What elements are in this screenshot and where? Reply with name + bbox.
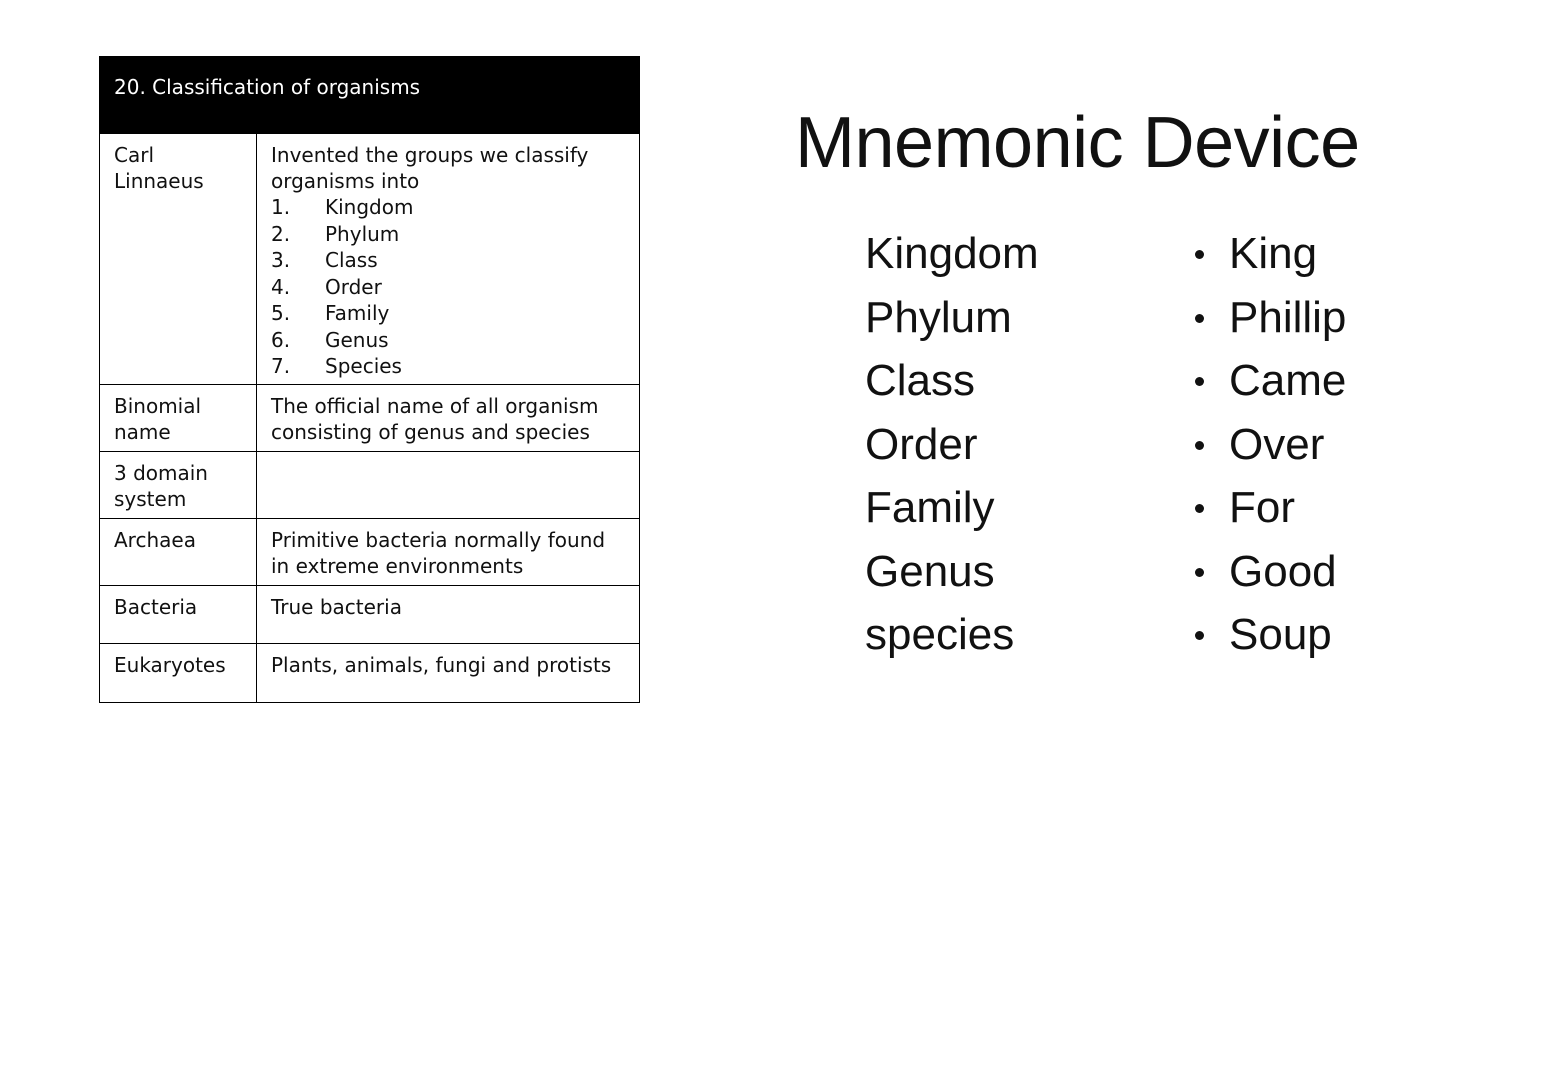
mnemonic-word: Soup [1229,610,1332,659]
bullet-icon [1195,377,1204,386]
bullet-icon [1195,250,1204,259]
mnemonic-title: Mnemonic Device [795,103,1360,183]
list-label: Kingdom [325,195,414,219]
rank-item: Genus [865,546,995,596]
table-row [100,644,640,703]
table-row [100,519,640,586]
mnemonic-word-item [1195,413,1346,477]
list-number: 2. [271,221,291,246]
term-cell: Archaea [100,519,257,586]
table-row [100,586,640,644]
mnemonic-word-item [1195,349,1346,413]
mnemonic-word-list [1195,222,1346,667]
rank-list [865,222,1039,667]
list-item [271,221,625,248]
mnemonic-word-item [1195,476,1346,540]
table-header-row [100,57,640,134]
rank-item: species [865,610,1015,659]
mnemonic-columns [795,222,1515,659]
list-item [271,194,625,221]
list-number: 5. [271,301,291,325]
definition-cell: Primitive bacteria normally found in extreme environments [257,519,640,586]
list-item [271,247,625,274]
mnemonic-word: Over [1229,419,1325,469]
rank-item: Phylum [865,292,1012,342]
bullet-icon [1195,568,1204,577]
classification-table [99,56,640,703]
list-number: 4. [271,274,291,299]
mnemonic-word: Came [1229,356,1347,405]
list-item [271,327,625,354]
rank-item: Family [865,483,995,532]
mnemonic-panel [795,100,1515,659]
list-number: 6. [271,327,291,352]
mnemonic-word: King [1229,229,1318,278]
list-number: 3. [271,248,291,272]
bullet-icon [1195,314,1204,323]
classification-table-container [99,56,639,703]
mnemonic-word-item [1195,603,1346,667]
table-row [100,134,640,385]
definition-cell: The official name of all organism consisting of genus and species [257,385,640,452]
definition-cell: Plants, animals, fungi and protists [257,644,640,703]
term-cell: Carl Linnaeus [100,134,257,385]
mnemonic-word-item [1195,286,1346,350]
term-cell: Bacteria [100,586,257,644]
table-row [100,385,640,452]
table-row [100,452,640,519]
list-label: Class [325,248,378,272]
classification-levels-list [271,194,625,380]
term-cell: 3 domain system [100,452,257,519]
rank-item: Class [865,356,976,405]
mnemonic-word: Good [1229,546,1337,596]
mnemonic-word-item [1195,222,1346,286]
mnemonic-word-item [1195,540,1346,604]
rank-item: Order [865,419,978,469]
list-label: Phylum [325,221,400,246]
list-number: 1. [271,195,291,219]
term-cell: Eukaryotes [100,644,257,703]
mnemonic-word: Phillip [1229,292,1347,342]
list-number: 7. [271,354,291,378]
list-item [271,300,625,327]
list-item [271,274,625,301]
definition-text: Invented the groups we classify organisms into [271,143,589,193]
definition-cell: True bacteria [257,586,640,644]
mnemonic-word: For [1229,483,1295,532]
list-label: Genus [325,327,389,352]
table-title: 20. Classification of organisms [100,57,640,134]
list-label: Order [325,274,382,299]
definition-cell [257,134,640,385]
list-label: Species [325,354,402,378]
bullet-icon [1195,504,1204,513]
rank-item: Kingdom [865,229,1039,278]
bullet-icon [1195,631,1204,640]
list-label: Family [325,301,390,325]
list-item [271,353,625,380]
definition-cell [257,452,640,519]
term-cell: Binomial name [100,385,257,452]
bullet-icon [1195,441,1204,450]
